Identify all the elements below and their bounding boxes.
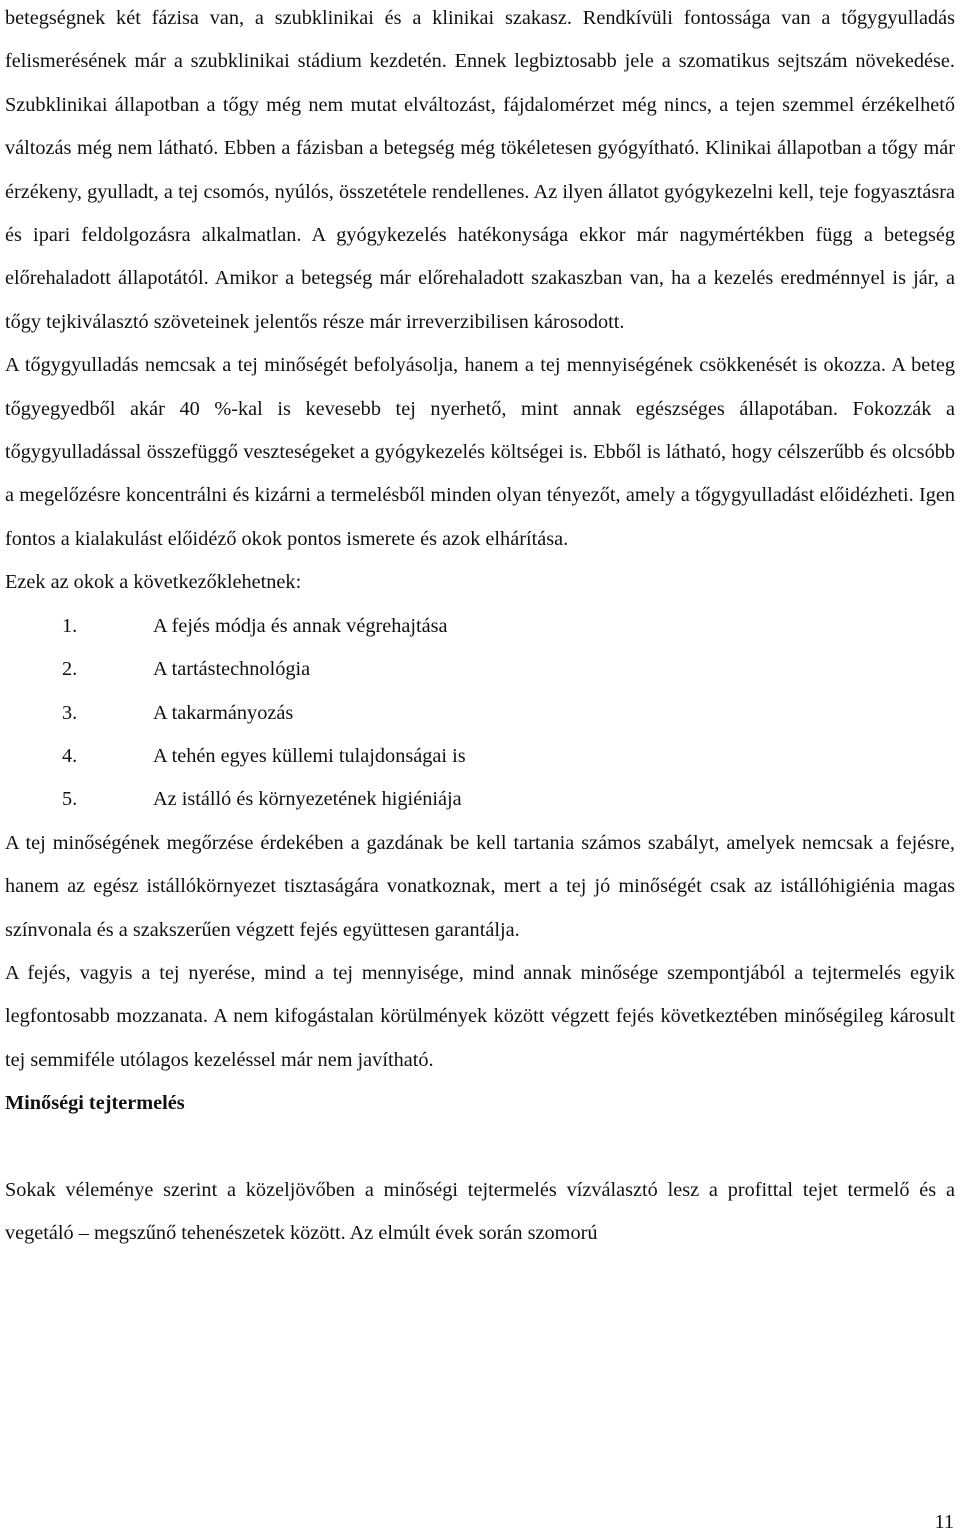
section-heading: Minőségi tejtermelés — [5, 1092, 185, 1115]
paragraph-disease-phases: betegségnek két fázisa van, a szubklinikai és a klinikai szakasz. Rendkívüli fontossága van a tőgygyulladás felismerésének már a szubklinikai stádium kezdetén. Ennek legbiztosabb jele a szomatikus sejtszám növekedése. Szubklinikai állapotban a tőgy még nem mutat elváltozást, fájdalomérzet még nincs, a tejen szemmel érzékelhető változás még nem látható. Ebben a fázisban a betegség még tökéletesen gyógyítható. Klinikai állapotban a tőgy már érzékeny, gyulladt, a tej csomós, nyúlós, összetétele rendellenes. Az ilyen állatot gyógykezelni kell, teje fogyasztásra és ipari feldolgozásra alkalmatlan. A gyógykezelés hatékonysága ekkor már nagymértékben függ a betegség előrehaladott állapotától. Amikor a betegség már előrehaladott szakaszban van, ha a kezelés eredménnyel is jár, a tőgy tejkiválasztó szöveteinek jelentős része már irreverzibilisen károsodott. — [5, 7, 955, 333]
list-item-number: 4. — [62, 744, 78, 767]
list-item — [5, 735, 955, 778]
paragraph-mastitis-effects: A tőgygyulladás nemcsak a tej minőségét befolyásolja, hanem a tej mennyiségének csökkenését is okozza. A beteg tőgyegyedből akár 40 %-kal is kevesebb tej nyerhető, mint annak egészséges állapotában. Fokozzák a tőgygyulladással összefüggő veszteségeket a gyógykezelés költségei is. Ebből is látható, hogy célszerűbb és olcsóbb a megelőzésre koncentrálni és kizárni a termelésből minden olyan tényezőt, amely a tőgygyulladást előidézheti. Igen fontos a kialakulást előidéző okok pontos ismerete és azok elhárítása. — [5, 354, 955, 550]
paragraph-quality-production: Sokak véleménye szerint a közeljövőben a minőségi tejtermelés vízválasztó lesz a profittal tejet termelő és a vegetáló – megszűnő tehenészetek között. Az elmúlt évek során szomorú — [5, 1178, 955, 1245]
paragraph-hygiene-rules: A tej minőségének megőrzése érdekében a gazdának be kell tartania számos szabályt, amelyek nemcsak a fejésre, hanem az egész istállókörnyezet tisztaságára vonatkoznak, mert a tej jó minőségét csak az istállóhigiénia magas színvonala és a szakszerűen végzett fejés együttesen garantálja. — [5, 831, 955, 941]
list-item-text: A takarmányozás — [153, 701, 294, 724]
list-item — [5, 605, 955, 648]
list-item — [5, 648, 955, 691]
list-item-number: 2. — [62, 658, 78, 681]
list-item-text: A fejés módja és annak végrehajtása — [153, 614, 448, 637]
section-spacer — [5, 1126, 955, 1169]
paragraph-causes-intro: Ezek az okok a következőklehetnek: — [5, 571, 302, 594]
paragraph-milking-importance: A fejés, vagyis a tej nyerése, mind a tej mennyisége, mind annak minősége szempontjából a tejtermelés egyik legfontosabb mozzanata. A nem kifogástalan körülmények között végzett fejés következtében minőségileg károsult tej semmiféle utólagos kezeléssel már nem javítható. — [5, 961, 955, 1071]
list-item-text: A tartástechnológia — [153, 658, 311, 681]
list-item-number: 5. — [62, 788, 78, 811]
list-item — [5, 692, 955, 735]
page-number: 11 — [934, 1511, 954, 1533]
list-item — [5, 778, 955, 821]
list-item-number: 3. — [62, 701, 78, 724]
list-item-text: Az istálló és környezetének higiéniája — [153, 788, 462, 811]
causes-list — [5, 605, 955, 822]
list-item-text: A tehén egyes küllemi tulajdonságai is — [153, 744, 466, 767]
document-page — [5, 0, 955, 1256]
list-item-number: 1. — [62, 614, 78, 637]
